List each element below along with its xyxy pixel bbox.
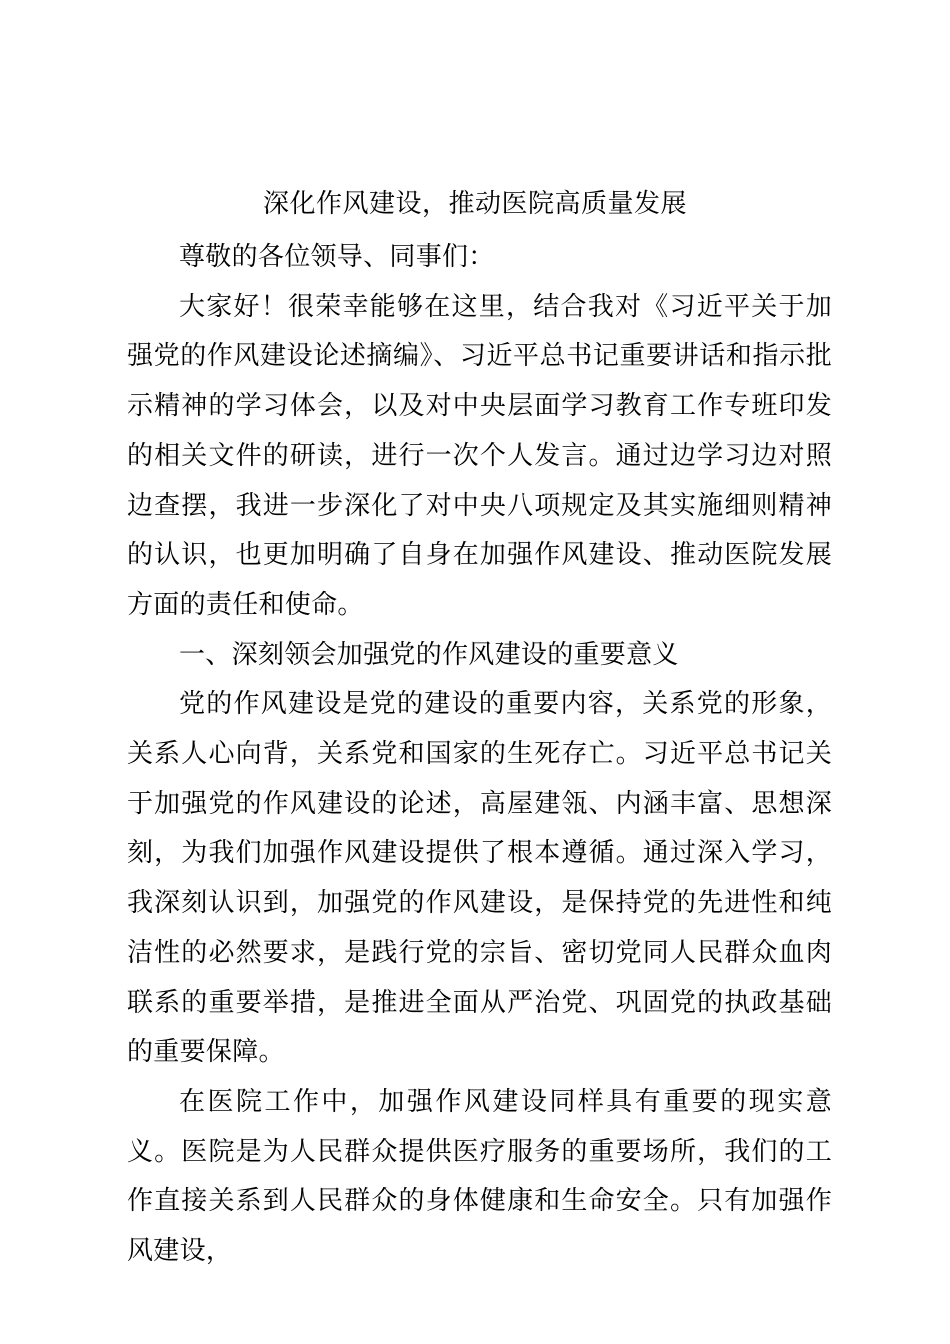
- paragraph-hospital: 在医院工作中，加强作风建设同样具有重要的现实意义。医院是为人民群众提供医疗服务的重要场所，我们的工作直接关系到人民群众的身体健康和生命安全。只有加强作风建设，: [127, 1086, 832, 1267]
- section-heading-1: 一、深刻领会加强党的作风建设的重要意义: [179, 639, 679, 670]
- salutation: 尊敬的各位领导、同事们：: [179, 242, 495, 272]
- paragraph-intro: 大家好！很荣幸能够在这里，结合我对《习近平关于加强党的作风建设论述摘编》、习近平总书记重要讲话和指示批示精神的学习体会，以及对中央层面学习教育工作专班印发的相关文件的研读，进行一次个人发言。通过边学习边对照边查摆，我进一步深化了对中央八项规定及其实施细则精神的认识，也更加明确了自身在加强作风建设、推动医院发展方面的责任和使命。: [127, 291, 832, 620]
- paragraph-importance: 党的作风建设是党的建设的重要内容，关系党的形象，关系人心向背，关系党和国家的生死存亡。习近平总书记关于加强党的作风建设的论述，高屋建瓴、内涵丰富、思想深刻，为我们加强作风建设提供了根本遵循。通过深入学习，我深刻认识到，加强党的作风建设，是保持党的先进性和纯洁性的必然要求，是践行党的宗旨、密切党同人民群众血肉联系的重要举措，是推进全面从严治党、巩固党的执政基础的重要保障。: [127, 689, 832, 1068]
- document-title: 深化作风建设，推动医院高质量发展: [262, 189, 687, 219]
- document-body: [127, 233, 832, 1277]
